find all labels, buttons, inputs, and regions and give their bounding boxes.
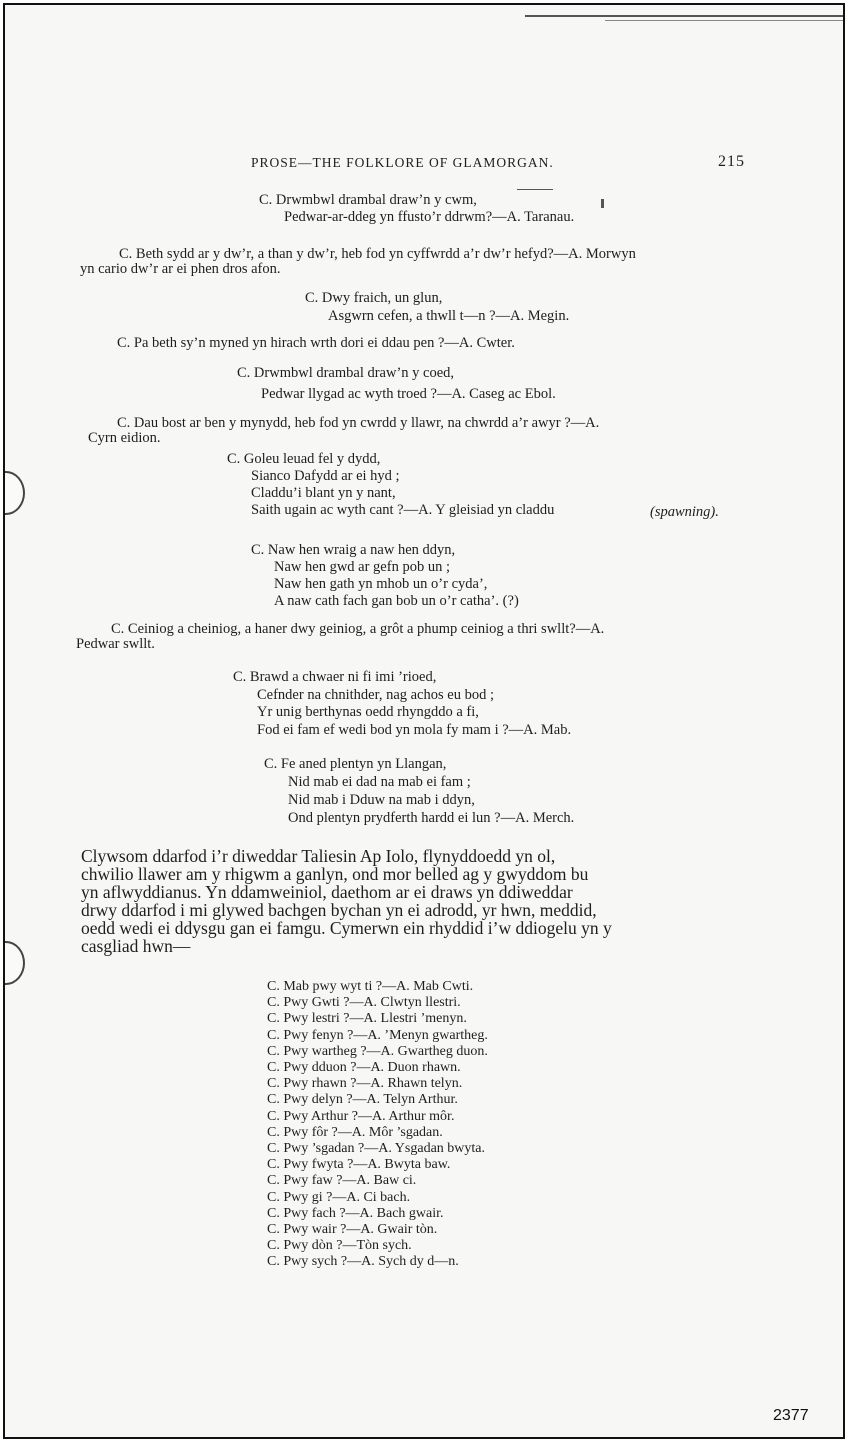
riddle-10-line-4: Fod ei fam ef wedi bod yn mola fy mam i ?—A. Mab. (257, 722, 572, 738)
riddle-2-line-2: yn cario dw’r ar ei phen dros afon. (80, 261, 281, 277)
dialogue-line: C. Pwy fenyn ?—A. ’Menyn gwartheg. (267, 1027, 488, 1043)
dialogue-line: C. Pwy wair ?—A. Gwair tòn. (267, 1222, 438, 1238)
riddle-11-line-1: C. Fe aned plentyn yn Llangan, (264, 756, 447, 772)
dialogue-line: C. Pwy fwyta ?—A. Bwyta baw. (267, 1157, 451, 1173)
dialogue-line: C. Pwy faw ?—A. Baw ci. (267, 1173, 417, 1189)
dialogue-line: C. Pwy Arthur ?—A. Arthur môr. (267, 1108, 455, 1124)
running-header (5, 155, 843, 175)
page-number: 215 (718, 153, 745, 170)
dialogue-line: C. Mab pwy wyt ti ?—A. Mab Cwti. (267, 979, 474, 994)
riddle-5-line-1: C. Drwmbwl drambal draw’n y coed, (237, 365, 455, 381)
dialogue-line: C. Pwy fôr ?—A. Môr ’sgadan. (267, 1124, 443, 1140)
punch-hole-upper (3, 471, 25, 515)
riddle-3-line-2: Asgwrn cefen, a thwll t—n ?—A. Megin. (328, 308, 570, 324)
riddle-10-line-3: Yr unig berthynas oedd rhyngddo a fi, (257, 704, 479, 720)
punch-hole-lower (3, 941, 25, 985)
riddle-11-line-2: Nid mab ei dad na mab ei fam ; (288, 774, 471, 790)
paragraph-line-3: yn aflwyddianus. Yn ddamweiniol, daethom ar ei draws yn ddiweddar (81, 882, 573, 902)
riddle-8-line-4: A naw cath fach gan bob un o’r catha’. (?) (274, 593, 519, 609)
riddle-2-line-1: C. Beth sydd ar y dw’r, a than y dw’r, heb fod yn cyffwrdd a’r dw’r hefyd?—A. Morwyn (119, 246, 636, 262)
riddle-7-gloss: (spawning). (650, 504, 719, 520)
paragraph-line-1: Clywsom ddarfod i’r diweddar Taliesin Ap Iolo, flynyddoedd yn ol, (81, 846, 556, 866)
riddle-8-line-3: Naw hen gath yn mhob un o’r cyda’, (274, 576, 488, 592)
dialogue-line: C. Pwy wartheg ?—A. Gwartheg duon. (267, 1043, 488, 1059)
riddle-9-line-1: C. Ceiniog a cheiniog, a haner dwy geiniog, a grôt a phump ceiniog a thri swllt?—A. (111, 621, 605, 637)
riddle-4-line-1: C. Pa beth sy’n myned yn hirach wrth dori ei ddau pen ?—A. Cwter. (117, 335, 515, 351)
running-title: PROSE—THE FOLKLORE OF GLAMORGAN. (251, 155, 554, 170)
paragraph-line-4: drwy ddarfod i mi glywed bachgen bychan yn ei adrodd, yr hwn, meddid, (81, 900, 597, 920)
archive-stamp-number: 2377 (773, 1407, 809, 1424)
dialogue-line: C. Pwy fach ?—A. Bach gwair. (267, 1205, 444, 1221)
scanned-page (3, 3, 845, 1439)
riddle-10-line-1: C. Brawd a chwaer ni fi imi ’rioed, (233, 669, 437, 685)
riddle-8-line-1: C. Naw hen wraig a naw hen ddyn, (251, 542, 456, 558)
riddle-5-line-2: Pedwar llygad ac wyth troed ?—A. Caseg ac Ebol. (261, 386, 556, 402)
riddle-8-line-2: Naw hen gwd ar gefn pob un ; (274, 559, 450, 575)
riddle-6-line-2: Cyrn eidion. (88, 430, 161, 446)
dialogue-line: C. Pwy ’sgadan ?—A. Ysgadan bwyta. (267, 1141, 486, 1157)
page-edge-rule (525, 15, 845, 17)
ink-blot (601, 199, 604, 208)
paragraph-line-5: oedd wedi ei ddysgu gan ei famgu. Cymerwn ein rhyddid i’w ddiogelu yn y (81, 918, 612, 938)
riddle-11-line-3: Nid mab i Dduw na mab i ddyn, (288, 792, 475, 808)
riddle-1-line-2: Pedwar-ar-ddeg yn ffusto’r ddrwm?—A. Taranau. (284, 209, 575, 225)
dialogue-list (267, 979, 488, 1271)
riddle-11-line-4: Ond plentyn prydferth hardd ei lun ?—A. Merch. (288, 810, 575, 826)
riddle-7-line-3: Claddu’i blant yn y nant, (251, 485, 396, 501)
riddle-3-line-1: C. Dwy fraich, un glun, (305, 290, 443, 306)
riddle-6-line-1: C. Dau bost ar ben y mynydd, heb fod yn cwrdd y llawr, na chwrdd a’r awyr ?—A. (117, 415, 600, 431)
riddle-7-line-4: Saith ugain ac wyth cant ?—A. Y gleisiad yn claddu (251, 502, 555, 518)
dialogue-line: C. Pwy sych ?—A. Sych dy d—n. (267, 1254, 459, 1270)
dialogue-line: C. Pwy dòn ?—Tòn sych. (267, 1238, 412, 1254)
riddle-9-line-2: Pedwar swllt. (76, 636, 155, 652)
riddle-7-line-1: C. Goleu leuad fel y dydd, (227, 451, 381, 467)
dialogue-line: C. Pwy Gwti ?—A. Clwtyn llestri. (267, 995, 461, 1011)
riddle-7-line-2: Sianco Dafydd ar ei hyd ; (251, 468, 400, 484)
paragraph-line-6: casgliad hwn— (81, 936, 191, 956)
dialogue-line: C. Pwy rhawn ?—A. Rhawn telyn. (267, 1076, 463, 1092)
riddle-10-line-2: Cefnder na chnithder, nag achos eu bod ; (257, 687, 494, 703)
dialogue-line: C. Pwy lestri ?—A. Llestri ’menyn. (267, 1011, 467, 1027)
ink-blot (517, 189, 553, 190)
page-edge-rule-secondary (605, 20, 845, 21)
dialogue-line: C. Pwy gi ?—A. Ci bach. (267, 1189, 411, 1205)
paragraph-line-2: chwilio llawer am y rhigwm a ganlyn, ond mor belled ag y gwyddom bu (81, 864, 589, 884)
dialogue-line: C. Pwy dduon ?—A. Duon rhawn. (267, 1060, 461, 1076)
riddle-1-line-1: C. Drwmbwl drambal draw’n y cwm, (259, 192, 477, 208)
dialogue-line: C. Pwy delyn ?—A. Telyn Arthur. (267, 1092, 458, 1108)
